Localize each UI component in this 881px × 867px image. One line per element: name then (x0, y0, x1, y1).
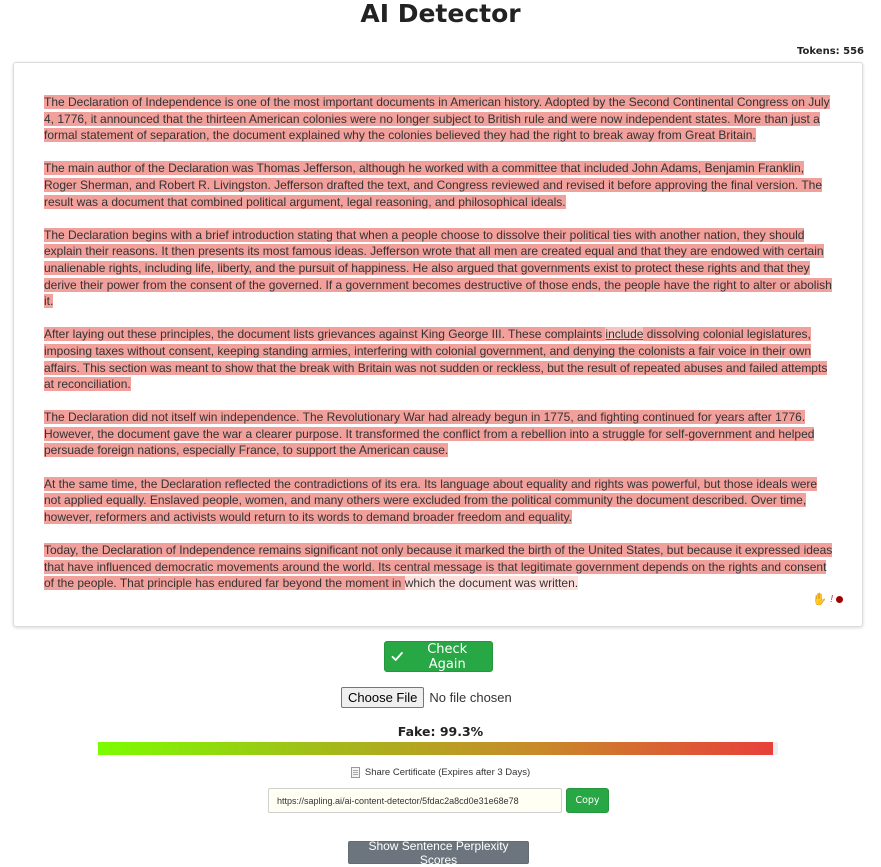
checkmark-icon (391, 650, 403, 663)
paragraph-6 (44, 476, 834, 526)
paragraph-5 (44, 409, 834, 459)
highlighted-text: At the same time, the Declaration reflected the contradictions of its era. Its language about equality and rights was powerful, but those ideals were not applied equally. Enslaved people, women, and many others were excluded from the political community the document described. Over time, however, reformers and activists would return to its words to demand broader freedom and equality. (44, 476, 818, 524)
highlighted-text: dissolving colonial legislatures, imposing taxes without consent, keeping standing armies, interfering with colonial government, and denying the colonists a fair voice in their own affairs. This section was meant to show that the break with Britain was not sudden or reckless, but the result of repeated abuses and failed attempts at reconciliation. (44, 327, 828, 392)
paragraph-3 (44, 227, 834, 310)
share-certificate-label: Share Certificate (Expires after 3 Days) (364, 767, 531, 778)
highlighted-text: After laying out these principles, the document lists grievances against King George III. These complaints (44, 327, 606, 342)
show-perplexity-button[interactable]: Show Sentence Perplexity Scores (348, 841, 529, 864)
highlighted-text: The Declaration begins with a brief introduction stating that when a people choose to dissolve their political ties with another nation, they should explain their reasons. It then presents its most famous ideas. Jefferson wrote that all men are created equal and that they are endowed with certain unalienable rights, including life, liberty, and the pursuit of happiness. He also argued that governments exist to protect these rights and that they derive their power from the consent of the governed. If a government becomes destructive of those ends, the people have the right to alter or abolish it. (44, 227, 832, 309)
highlighted-text: The main author of the Declaration was Thomas Jefferson, although he worked with a committee that included John Adams, Benjamin Franklin, Roger Sherman, and Robert R. Livingston. Jefferson drafted the text, and Congress reviewed and revised it before approving the final version. The result was a document that combined political argument, legal reasoning, and philosophical ideals. (44, 161, 823, 209)
status-dot-icon[interactable] (836, 596, 843, 603)
check-again-label: Check Again (427, 641, 468, 672)
file-upload (341, 687, 512, 708)
fake-score-label: Fake: 99.3% (397, 724, 484, 739)
paragraph-1 (44, 94, 834, 144)
page-title: AI Detector (360, 0, 521, 28)
token-count: Tokens: 556 (797, 46, 864, 57)
copy-button[interactable]: Copy (566, 788, 609, 813)
highlighted-text: Today, the Declaration of Independence remains significant not only because it marked the birth of the United States, but because it expressed ideas that have influenced democratic movements around the world. Its central message is that legitimate government depends on the rights and consent of the people. That principle has endured far beyond the moment in (44, 543, 833, 591)
fake-score-bar (98, 742, 778, 755)
editor-extension-icons (812, 592, 843, 606)
paragraph-7 (44, 542, 834, 592)
file-status: No file chosen (429, 690, 512, 705)
check-again-button[interactable] (384, 641, 493, 672)
paragraph-4 (44, 326, 834, 392)
highlighted-text: The Declaration did not itself win independence. The Revolutionary War had already begun in 1775, and fighting continued for years after 1776. However, the document gave the war a clearer purpose. It transformed the conflict from a rebellion into a struggle for self-government and helped persuade foreign nations, especially France, to support the American cause. (44, 410, 815, 458)
text-editor[interactable] (13, 62, 863, 627)
hand-icon[interactable]: ✋ (812, 592, 828, 606)
share-url-input[interactable] (268, 788, 562, 813)
paragraph-2 (44, 160, 834, 210)
exclamation-icon[interactable]: ! (830, 593, 833, 605)
document-icon (351, 767, 360, 778)
highlighted-text: The Declaration of Independence is one of the most important documents in American history. Adopted by the Second Continental Congress on July 4, 1776, it announced that the thirteen American colonies were no longer subject to British rule and were now independent states. More than just a formal statement of separation, the document explained why the colonies believed they had the right to break away from Great Britain. (44, 95, 830, 143)
editor-content[interactable] (44, 94, 834, 608)
lightly-highlighted-text: which the document was written. (404, 576, 579, 591)
flagged-word[interactable]: include (605, 327, 644, 342)
choose-file-button[interactable]: Choose File (341, 687, 424, 708)
fake-score-bar-fill (98, 742, 773, 755)
share-certificate (0, 767, 881, 778)
